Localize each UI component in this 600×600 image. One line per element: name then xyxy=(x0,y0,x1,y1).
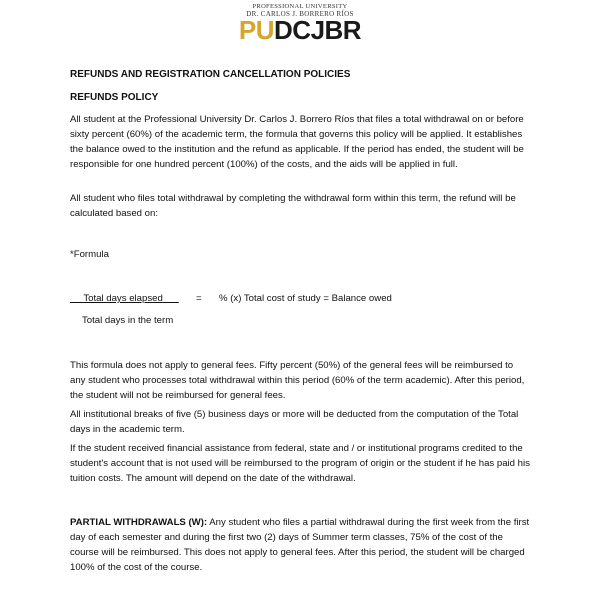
paragraph-partial-withdrawals xyxy=(70,515,530,575)
formula-denominator: Total days in the term xyxy=(82,315,174,326)
document-title: REFUNDS AND REGISTRATION CANCELLATION POLICIES xyxy=(70,69,351,80)
formula-label: *Formula xyxy=(70,249,109,260)
paragraph-financial-assistance: If the student received financial assistance from federal, state and / or institutional programs credited to the student's account that is not used will be reimbursed to the program of origin or the student if he has paid his tuition costs. The amount will depend on the date of the withdrawal. xyxy=(70,443,530,484)
logo-pu: PU xyxy=(238,15,275,45)
formula-result: % (x) Total cost of study = Balance owed xyxy=(219,293,392,304)
formula-equals: = xyxy=(196,293,202,304)
formula-numerator-text: Total days elapsed xyxy=(83,293,163,304)
formula-numerator xyxy=(70,293,179,304)
partial-withdrawals-body: Any student who files a partial withdrawal during the first week from the first day of each semester and during the first two (2) days of Summer term classes, 75% of the cost of the course will be reimbursed. This does not apply to general fees. After this period, the student will be charged 100% of the cost of the course. xyxy=(70,517,530,573)
paragraph-institutional-breaks: All institutional breaks of five (5) business days or more will be deducted from the computation of the Total days in the academic term. xyxy=(70,409,519,435)
university-name-line1: PROFESSIONAL UNIVERSITY xyxy=(252,3,348,10)
logo-dcjbr: DCJBR xyxy=(274,15,362,45)
university-name-line2: DR. CARLOS J. BORRERO RÍOS xyxy=(246,10,354,18)
paragraph-general-fees: This formula does not apply to general fees. Fifty percent (50%) of the general fees will be reimbursed to any student who processes total withdrawal within this period (60% of the term academic). After this period, the student will not be reimbursed for general fees. xyxy=(70,360,525,401)
partial-withdrawals-heading: PARTIAL WITHDRAWALS (W): xyxy=(70,517,208,528)
university-logo xyxy=(0,16,600,44)
paragraph-refund-calculation: All student who files total withdrawal by completing the withdrawal form within this term, the refund will be calculated based on: xyxy=(70,193,516,219)
section-heading-refunds-policy: REFUNDS POLICY xyxy=(70,92,159,103)
paragraph-refund-rule: All student at the Professional University Dr. Carlos J. Borrero Ríos that files a total withdrawal on or before sixty percent (60%) of the academic term, the formula that governs this policy will be applied. It establishes the balance owed to the institution and the refund as applicable. If the period has ended, the student will be responsible for one hundred percent (100%) of the costs, and the aids will be applied in full. xyxy=(70,114,524,170)
